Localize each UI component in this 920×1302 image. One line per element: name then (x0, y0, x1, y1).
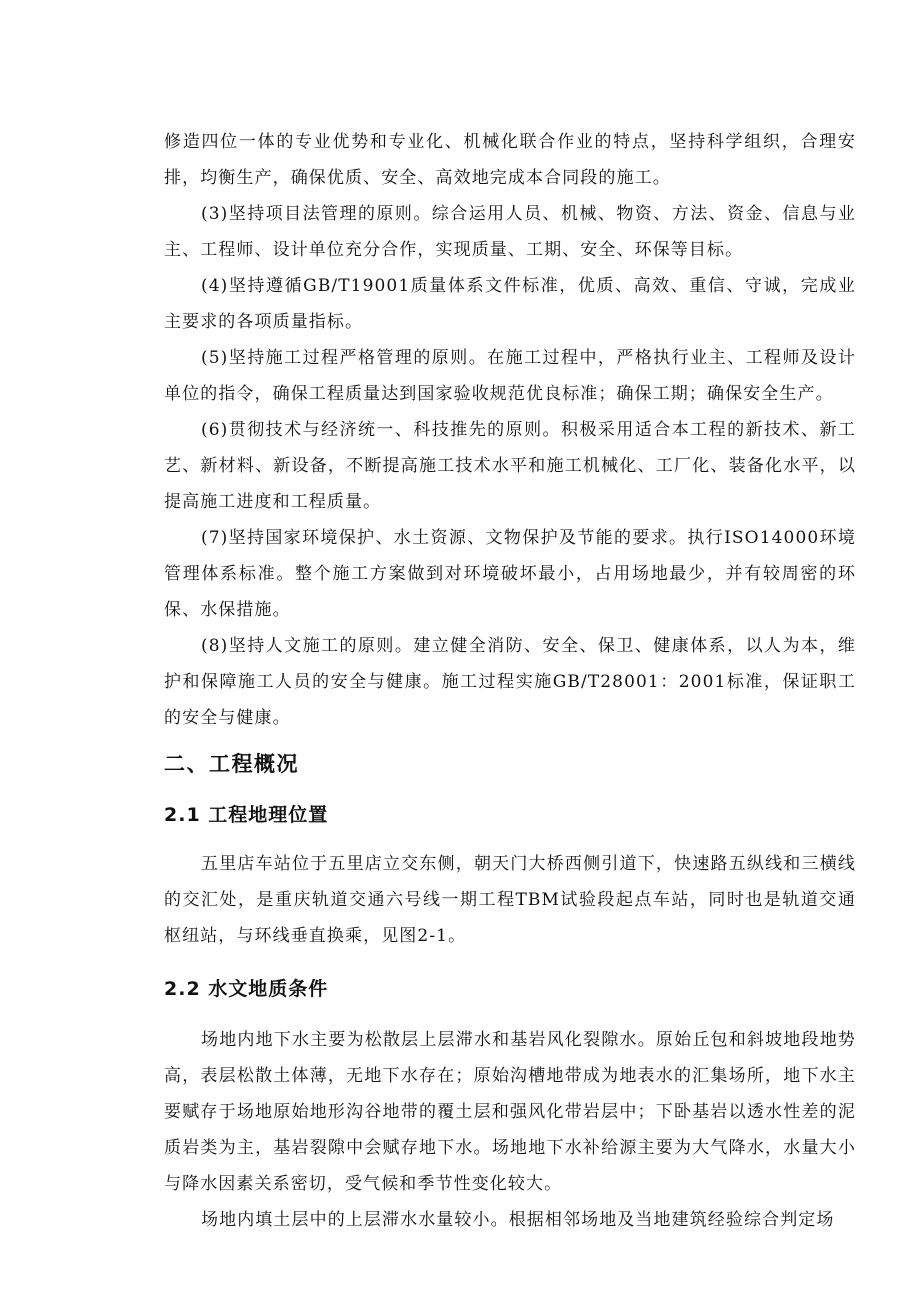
paragraph-principle-3: (3)坚持项目法管理的原则。综合运用人员、机械、物资、方法、资金、信息与业主、工程师、设计单位充分合作，实现质量、工期、安全、环保等目标。 (164, 204, 856, 260)
paragraph-principle-8: (8)坚持人文施工的原则。建立健全消防、安全、保卫、健康体系，以人为本，维护和保障施工人员的安全与健康。施工过程实施GB/T28001：2001标准，保证职工的安全与健康。 (164, 636, 856, 728)
paragraph-principle-4: (4)坚持遵循GB/T19001质量体系文件标准，优质、高效、重信、守诚，完成业主要求的各项质量指标。 (164, 276, 856, 332)
paragraph-principle-5: (5)坚持施工过程严格管理的原则。在施工过程中，严格执行业主、工程师及设计单位的指令，确保工程质量达到国家验收规范优良标准；确保工期；确保安全生产。 (164, 348, 856, 404)
paragraph-perched-water: 场地内填土层中的上层滞水水量较小。根据相邻场地及当地建筑经验综合判定场 (201, 1210, 835, 1230)
subsection-heading-hydrogeology: 2.2 水文地质条件 (164, 978, 329, 1000)
document-body (164, 124, 856, 1238)
section-heading: 二、工程概况 (164, 752, 299, 776)
paragraph-continuation: 修造四位一体的专业优势和专业化、机械化联合作业的特点，坚持科学组织，合理安排，均衡生产，确保优质、安全、高效地完成本合同段的施工。 (164, 132, 856, 188)
paragraph-location: 五里店车站位于五里店立交东侧，朝天门大桥西侧引道下，快速路五纵线和三横线的交汇处，是重庆轨道交通六号线一期工程TBM试验段起点车站，同时也是轨道交通枢纽站，与环线垂直换乘，见图2-1。 (164, 854, 856, 946)
paragraph-principle-7: (7)坚持国家环境保护、水土资源、文物保护及节能的要求。执行ISO14000环境管理体系标准。整个施工方案做到对环境破坏最小，占用场地最少，并有较周密的环保、水保措施。 (164, 528, 856, 620)
paragraph-groundwater: 场地内地下水主要为松散层上层滞水和基岩风化裂隙水。原始丘包和斜坡地段地势高，表层松散土体薄，无地下水存在；原始沟槽地带成为地表水的汇集场所，地下水主要赋存于场地原始地形沟谷地带的覆土层和强风化带岩层中；下卧基岩以透水性差的泥质岩类为主，基岩裂隙中会赋存地下水。场地地下水补给源主要为大气降水，水量大小与降水因素关系密切，受气候和季节性变化较大。 (164, 1030, 856, 1194)
paragraph-principle-6: (6)贯彻技术与经济统一、科技推先的原则。积极采用适合本工程的新技术、新工艺、新材料、新设备，不断提高施工技术水平和施工机械化、工厂化、装备化水平，以提高施工进度和工程质量。 (164, 420, 856, 512)
subsection-heading-location: 2.1 工程地理位置 (164, 804, 329, 826)
